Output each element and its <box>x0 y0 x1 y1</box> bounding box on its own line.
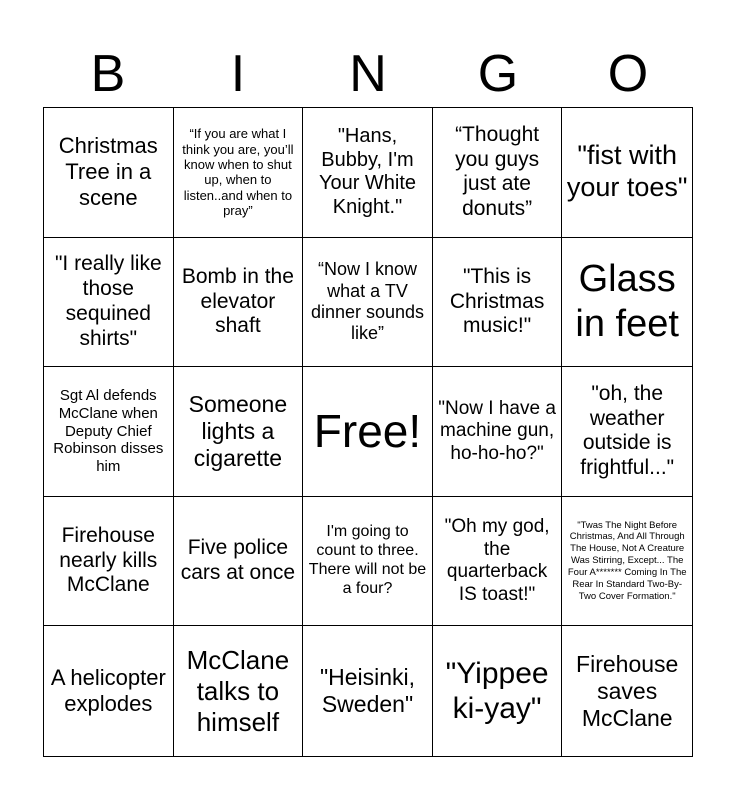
header-letter-g: G <box>477 45 519 103</box>
bingo-cell[interactable] <box>562 108 692 238</box>
header-letter-b: B <box>90 45 126 103</box>
bingo-cell[interactable] <box>303 626 433 756</box>
bingo-cell-text: "Heisinki, Sweden" <box>319 664 416 718</box>
header-letter-o: O <box>607 45 649 103</box>
bingo-cell[interactable] <box>174 626 304 756</box>
bingo-cell[interactable] <box>562 497 692 627</box>
bingo-cell[interactable] <box>303 108 433 238</box>
bingo-cell-text: "Yippee ki-yay" <box>445 656 549 726</box>
bingo-cell[interactable] <box>44 108 174 238</box>
bingo-cell[interactable] <box>562 367 692 497</box>
bingo-cell[interactable] <box>174 238 304 368</box>
bingo-cell[interactable] <box>174 367 304 497</box>
bingo-cell-text: A helicopter explodes <box>50 665 166 717</box>
bingo-cell[interactable] <box>44 497 174 627</box>
bingo-cell[interactable] <box>44 238 174 368</box>
bingo-cell-text: Christmas Tree in a scene <box>58 133 158 211</box>
bingo-cell-text: "Now I have a machine gun, ho-ho-ho?" <box>438 397 556 464</box>
bingo-cell-text: Bomb in the elevator shaft <box>181 264 294 338</box>
bingo-header <box>43 40 693 108</box>
bingo-cell-text: "Twas The Night Before Christmas, And All Through The House, Not A Creature Was Stirring, Except... The Four A******* Coming In The Rear In Standard Two-By-Two Cover Formation." <box>567 519 687 602</box>
header-letter-n: N <box>349 45 387 103</box>
bingo-cell[interactable] <box>44 367 174 497</box>
bingo-cell-text: “Now I know what a TV dinner sounds like” <box>310 259 425 344</box>
bingo-grid <box>43 107 693 757</box>
bingo-cell[interactable] <box>303 238 433 368</box>
bingo-cell[interactable] <box>562 238 692 368</box>
bingo-cell-text: McClane talks to himself <box>186 645 290 737</box>
bingo-cell-text: "I really like those sequined shirts" <box>54 252 162 350</box>
bingo-cell-text: Firehouse saves McClane <box>576 650 679 731</box>
bingo-cell-text: Someone lights a cigarette <box>188 390 288 472</box>
bingo-cell[interactable] <box>433 108 563 238</box>
bingo-cell[interactable] <box>562 626 692 756</box>
bingo-cell[interactable] <box>174 108 304 238</box>
bingo-cell-text: “If you are what I think you are, you’ll know when to shut up, when to listen..and when to pray” <box>182 126 294 218</box>
bingo-cell-text: “Thought you guys just ate donuts” <box>455 122 540 221</box>
bingo-cell-text: Firehouse nearly kills McClane <box>59 523 158 597</box>
bingo-cell-text: "fist with your toes" <box>566 140 688 203</box>
bingo-cell-text: Free! <box>313 405 422 458</box>
bingo-cell-text: "Hans, Bubby, I'm Your White Knight." <box>318 125 417 218</box>
bingo-cell[interactable] <box>174 497 304 627</box>
bingo-cell[interactable] <box>433 367 563 497</box>
bingo-cell-text: I'm going to count to three. There will not be a four? <box>308 523 427 597</box>
free-space-cell[interactable] <box>303 367 433 497</box>
bingo-cell-text: "This is Christmas music!" <box>449 264 545 338</box>
bingo-cell-text: "Oh my god, the quarterback IS toast!" <box>444 516 550 605</box>
bingo-cell-text: "oh, the weather outside is frightful..." <box>580 381 675 480</box>
bingo-cell-text: Five police cars at once <box>180 536 296 585</box>
bingo-cell[interactable] <box>303 497 433 627</box>
bingo-cell-text: Sgt Al defends McClane when Deputy Chief Robinson disses him <box>53 387 164 476</box>
bingo-cell[interactable] <box>433 497 563 627</box>
bingo-cell[interactable] <box>433 626 563 756</box>
header-letter-i: I <box>230 45 246 103</box>
bingo-cell[interactable] <box>433 238 563 368</box>
bingo-cell[interactable] <box>44 626 174 756</box>
bingo-cell-text: Glass in feet <box>575 258 679 345</box>
